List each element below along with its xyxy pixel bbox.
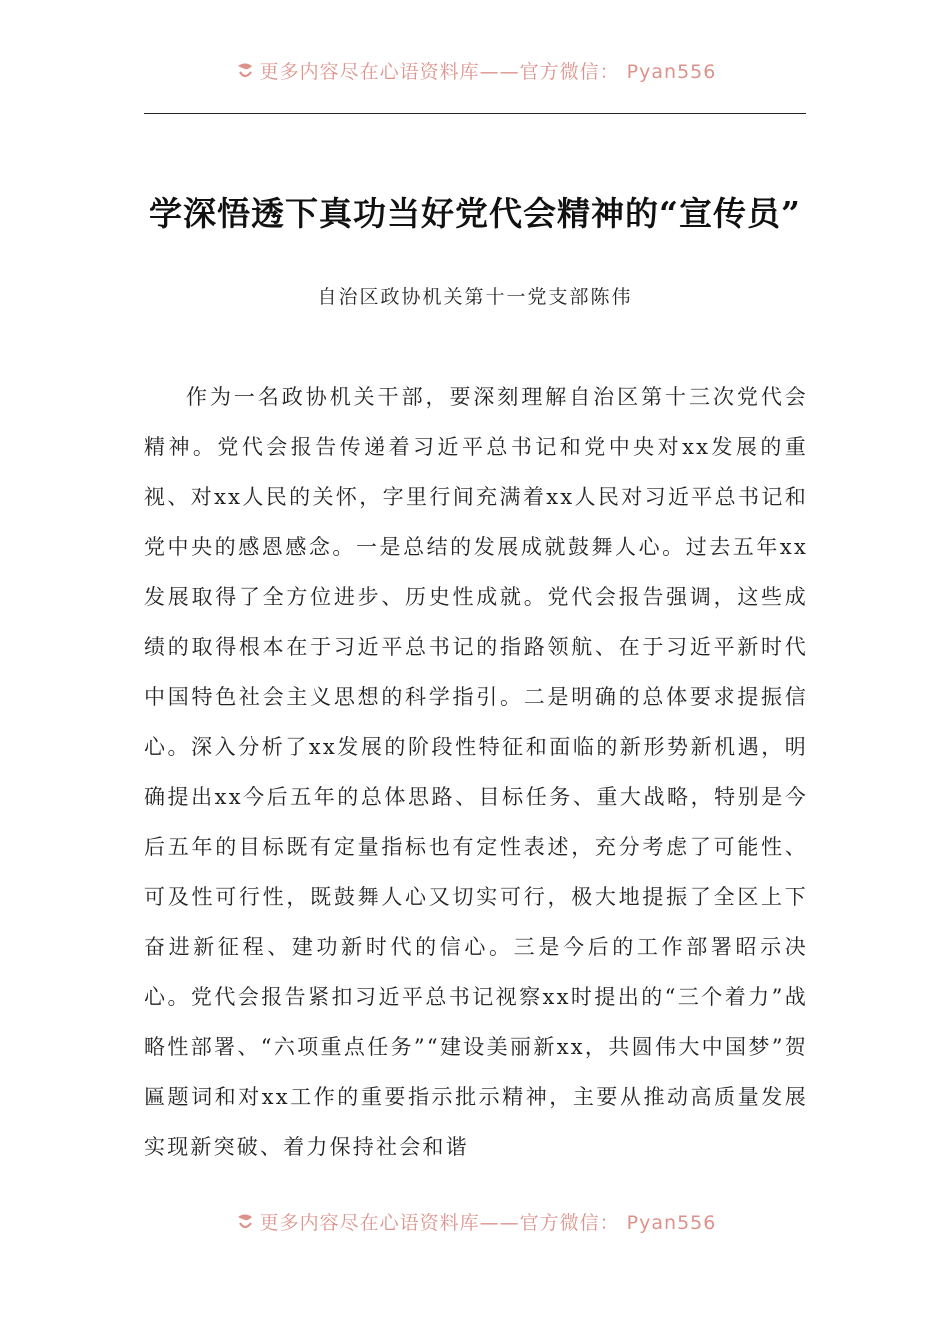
watermark-footer <box>0 1208 950 1235</box>
watermark-header <box>0 57 950 84</box>
watermark-text: 更多内容尽在心语资料库——官方微信： Pyan556 <box>259 61 717 83</box>
body-paragraph: 作为一名政协机关干部，要深刻理解自治区第十三次党代会精神。党代会报告传递着习近平总书记和党中央对xx发展的重视、对xx人民的关怀，字里行间充满着xx人民对习近平总书记和党中央的感恩感念。一是总结的发展成就鼓舞人心。过去五年xx发展取得了全方位进步、历史性成就。党代会报告强调，这些成绩的取得根本在于习近平总书记的指路领航、在于习近平新时代中国特色社会主义思想的科学指引。二是明确的总体要求提振信心。深入分析了xx发展的阶段性特征和面临的新形势新机遇，明确提出xx今后五年的总体思路、目标任务、重大战略，特别是今后五年的目标既有定量指标也有定性表述，充分考虑了可能性、可及性可行性，既鼓舞人心又切实可行，极大地提振了全区上下奋进新征程、建功新时代的信心。三是今后的工作部署昭示决心。党代会报告紧扣习近平总书记视察xx时提出的“三个着力”战略性部署、“六项重点任务”“建设美丽新xx，共圆伟大中国梦”贺匾题词和对xx工作的重要指示批示精神，主要从推动高质量发展实现新突破、着力保持社会和谐 <box>144 385 808 1159</box>
document-byline: 自治区政协机关第十一党支部陈伟 <box>317 286 633 308</box>
document-title: 学深悟透下真功当好党代会精神的“宣传员” <box>149 194 801 234</box>
header-divider <box>144 113 806 114</box>
watermark-logo-icon <box>234 1211 256 1233</box>
watermark-text: 更多内容尽在心语资料库——官方微信： Pyan556 <box>259 1212 717 1234</box>
watermark-logo-icon <box>234 60 256 82</box>
